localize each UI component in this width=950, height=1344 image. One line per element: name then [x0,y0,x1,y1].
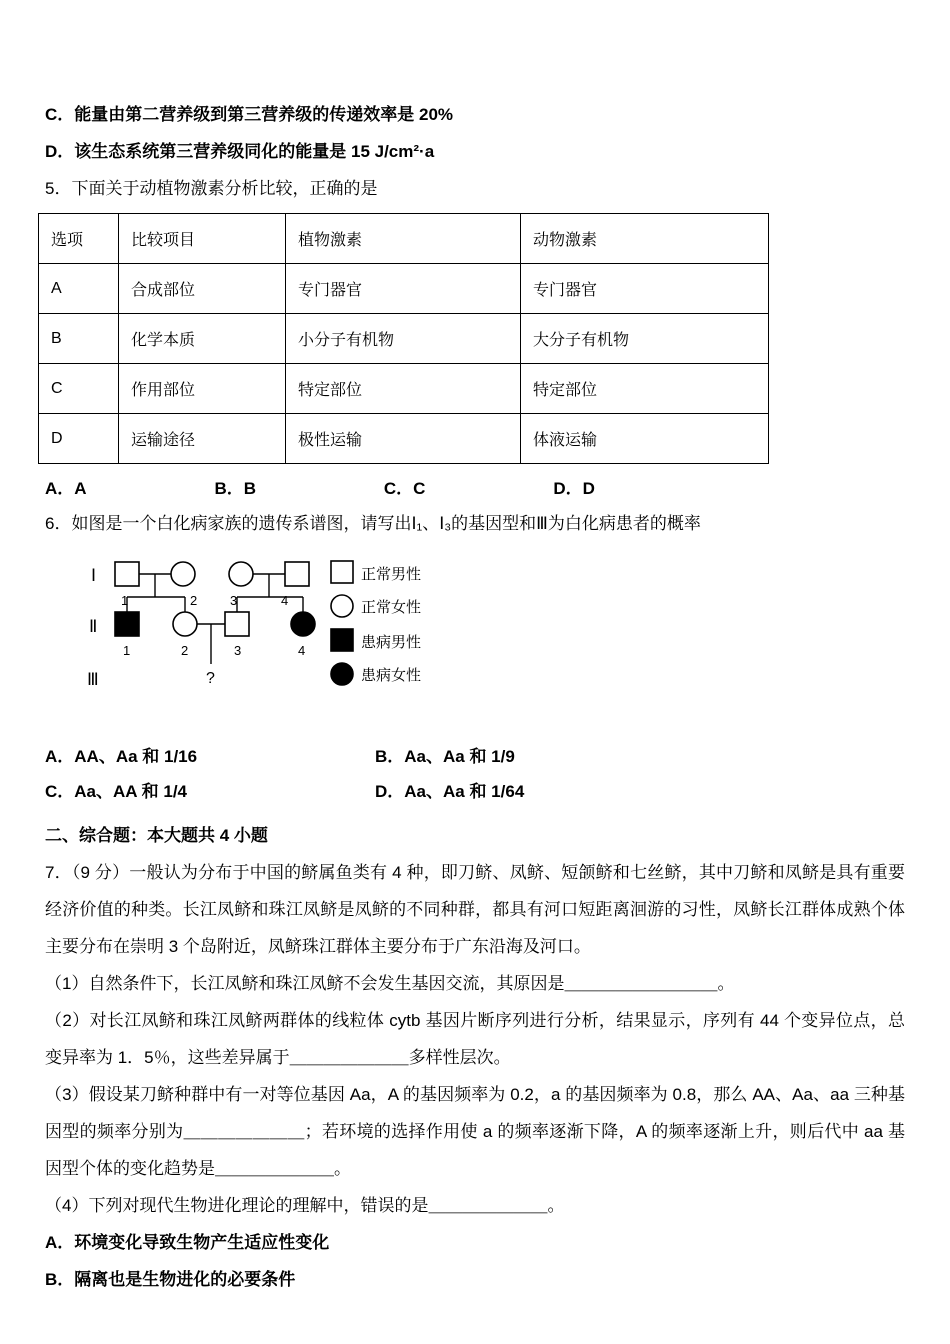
normal-female-icon [331,595,353,617]
prev-option-d: D．该生态系统第三营养级同化的能量是 15 J/cm²·a [45,142,435,161]
pedigree-figure [85,548,905,705]
prev-option-c: C．能量由第二营养级到第三营养级的传递效率是 20% [45,105,454,124]
generation-3-label: Ⅲ [87,670,99,689]
q5-cell: 特定部位 [286,364,521,414]
ii4-number: 4 [298,643,306,658]
q5-header-cell: 选项 [39,214,119,264]
affected-male-icon [331,629,353,651]
q5-table-row-a [39,264,769,314]
q7-sub-question-2: （2）对长江凤鲚和珠江凤鲚两群体的线粒体 cytb 基因片断序列进行分析，结果显示，序列有 44 个变异位点，总变异率为 1．5％，这些差异属于＿＿＿＿＿＿＿多样性层次。 [45,1011,905,1067]
legend-affected-female-label: 患病女性 [361,667,422,684]
ii1-number: 1 [123,643,131,658]
ii1-affected-male-symbol [115,612,139,636]
i2-normal-female-symbol [171,562,195,586]
q5-choice-d: D．D [553,479,595,498]
q5-cell: 极性运输 [286,414,521,464]
q6-choices [45,739,905,809]
q6-choice-a: A．AA、Aa 和 1/16 [45,747,198,766]
i4-number: 4 [281,593,289,608]
i4-normal-male-symbol [285,562,309,586]
q5-cell: 特定部位 [521,364,769,414]
i1-normal-male-symbol [115,562,139,586]
q7-sub-question-3: （3）假设某刀鲚种群中有一对等位基因 Aa，A 的基因频率为 0.2，a 的基因频率为 0.8，那么 AA、Aa、aa 三种基因型的频率分别为＿＿＿＿＿＿＿；若环境的选择作用使 a 的频率逐渐下降，A 的频率逐渐上升，则后代中 aa 基因型个体的变化趋势是＿＿＿＿＿＿＿。 [45,1085,905,1178]
q5-cell: 小分子有机物 [286,314,521,364]
i3-number: 3 [230,593,238,608]
q5-cell: B [39,314,119,364]
q6-choice-d: D．Aa、Aa 和 1/64 [375,782,525,801]
q5-cell: 专门器官 [286,264,521,314]
q5-table-row-c [39,364,769,414]
q5-choice-c: C．C [383,479,426,498]
q5-stem: 5．下面关于动植物激素分析比较，正确的是 [45,179,378,198]
q7-sub-question-4: （4）下列对现代生物进化理论的理解中，错误的是＿＿＿＿＿＿＿。 [45,1196,565,1215]
q5-cell: 运输途径 [119,414,286,464]
q5-header-cell: 植物激素 [286,214,521,264]
q5-header-cell: 比较项目 [119,214,286,264]
normal-male-icon [331,561,353,583]
q5-choice-a: A．A [45,479,87,498]
unknown-child-mark: ? [206,670,215,687]
q6-stem: 6．如图是一个白化病家族的遗传系谱图，请写出Ⅰ₁、Ⅰ₃的基因型和Ⅲ为白化病患者的概率 [45,514,701,533]
q5-cell: 体液运输 [521,414,769,464]
q5-cell: 大分子有机物 [521,314,769,364]
q5-table-header-row [39,214,769,264]
ii2-number: 2 [181,643,189,658]
ii4-affected-female-symbol [291,612,315,636]
i2-number: 2 [190,593,198,608]
q5-choices [45,474,905,499]
q7-stem: 7．（9 分）一般认为分布于中国的鲚属鱼类有 4 种，即刀鲚、凤鲚、短颌鲚和七丝鲚，其中刀鲚和凤鲚是具有重要经济价值的种类。长江凤鲚和珠江凤鲚是凤鲚的不同种群，都具有河口短距离洄游的习性，凤鲚长江群体成熟个体主要分布在崇明 3 个岛附近，凤鲚珠江群体主要分布于广东沿海及河口。 [45,863,905,956]
legend-normal-female-label: 正常女性 [361,599,422,616]
generation-2-label: Ⅱ [89,617,98,636]
question-7 [45,854,905,1298]
legend-normal-male-label: 正常男性 [361,566,422,583]
q5-cell: 合成部位 [119,264,286,314]
i3-normal-female-symbol [229,562,253,586]
q5-cell: 化学本质 [119,314,286,364]
q5-choice-b: B．B [214,479,257,498]
q5-comparison-table [38,213,769,464]
section2-title: 二、综合题：本大题共 4 小题 [45,826,268,845]
q7-option-a: A．环境变化导致生物产生适应性变化 [45,1233,330,1252]
q6-choice-b: B．Aa、Aa 和 1/9 [375,747,515,766]
ii3-normal-male-symbol [225,612,249,636]
ii3-number: 3 [234,643,242,658]
i1-number: 1 [121,593,129,608]
q5-cell: D [39,414,119,464]
q5-cell: C [39,364,119,414]
q5-cell: A [39,264,119,314]
q6-choice-c: C．Aa、AA 和 1/4 [45,782,188,801]
q7-sub-question-1: （1）自然条件下，长江凤鲚和珠江凤鲚不会发生基因交流，其原因是＿＿＿＿＿＿＿＿＿。 [45,974,735,993]
affected-female-icon [331,663,353,685]
q5-header-cell: 动物激素 [521,214,769,264]
q5-table-row-b [39,314,769,364]
q5-table-row-d [39,414,769,464]
ii2-normal-female-symbol [173,612,197,636]
legend-affected-male-label: 患病男性 [361,634,422,651]
pedigree-diagram [85,548,465,700]
q5-cell: 作用部位 [119,364,286,414]
q7-option-b: B．隔离也是生物进化的必要条件 [45,1270,296,1289]
generation-1-label: Ⅰ [91,566,97,585]
q5-cell: 专门器官 [521,264,769,314]
